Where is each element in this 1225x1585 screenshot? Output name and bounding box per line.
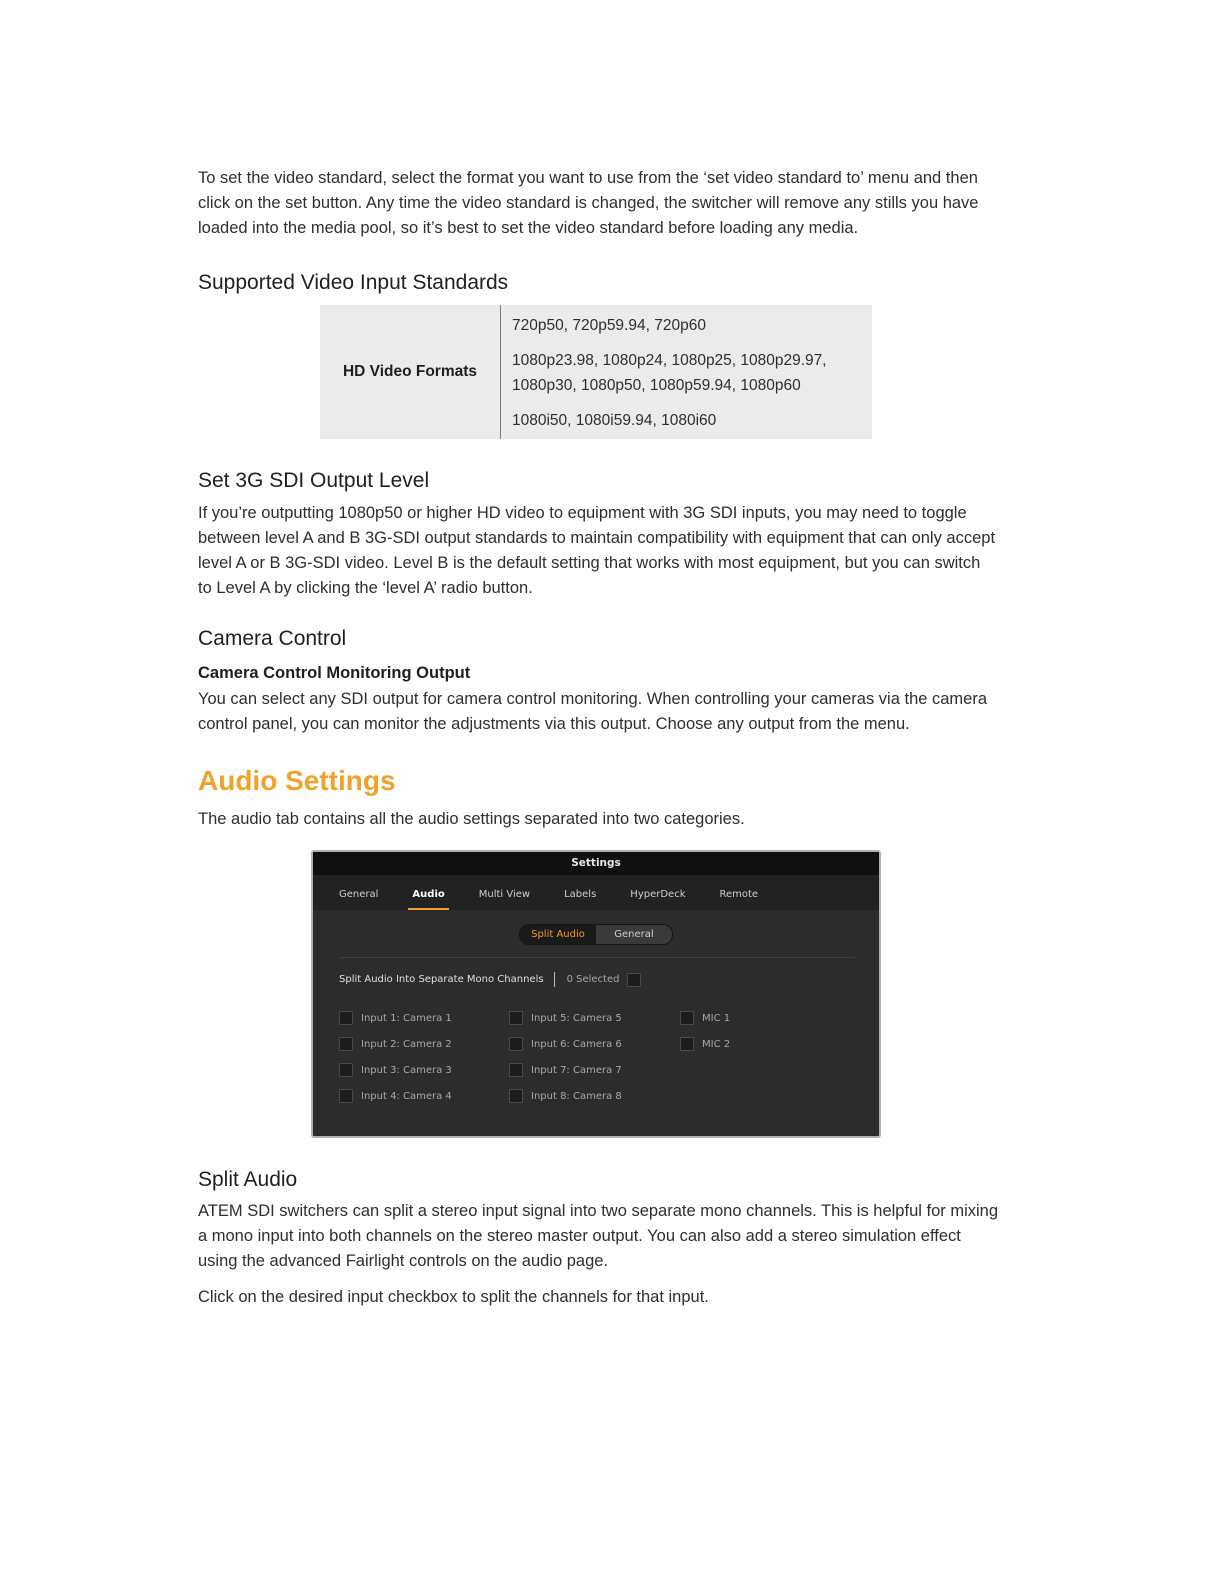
- tab-remote[interactable]: Remote: [719, 889, 759, 900]
- checkbox-item[interactable]: [680, 1031, 730, 1057]
- checkbox[interactable]: [339, 1011, 353, 1025]
- checkbox-label: MIC 1: [702, 1012, 731, 1024]
- standard-row-1080p: 1080p23.98, 1080p24, 1080p25, 1080p29.97, 1080p30, 1080p50, 1080p59.94, 1080p60: [512, 352, 827, 394]
- camera-control-heading: Camera Control: [198, 627, 347, 650]
- checkbox[interactable]: [509, 1037, 523, 1051]
- checkbox-label: Input 1: Camera 1: [361, 1012, 452, 1024]
- standards-row-header: HD Video Formats: [320, 305, 501, 439]
- checkbox-column-2: [509, 1005, 622, 1109]
- checkbox-column-1: [339, 1005, 452, 1109]
- supported-standards-heading: Supported Video Input Standards: [198, 271, 509, 294]
- intro-paragraph: To set the video standard, select the format you want to use from the ‘set video standard to’ menu and then click on the set button. Any time the video standard is changed, the switcher will remove any stills you have loaded into the media pool, so it’s best to set the video standard before loading any media.: [198, 169, 979, 237]
- select-all-checkbox[interactable]: [627, 973, 641, 987]
- standard-row-1080i: 1080i50, 1080i59.94, 1080i60: [512, 412, 717, 429]
- split-audio-row: [339, 972, 641, 987]
- checkbox[interactable]: [339, 1037, 353, 1051]
- settings-tab-bar: [313, 875, 879, 910]
- settings-window-screenshot: [311, 850, 881, 1138]
- checkbox-label: Input 2: Camera 2: [361, 1038, 452, 1050]
- audio-settings-heading: Audio Settings: [198, 765, 396, 796]
- separator-bar: [554, 972, 555, 987]
- checkbox-label: Input 4: Camera 4: [361, 1090, 452, 1102]
- checkbox-item[interactable]: [339, 1031, 452, 1057]
- audio-segment-control: [519, 924, 673, 945]
- panel-divider: [339, 957, 855, 958]
- camera-control-subheading: Camera Control Monitoring Output: [198, 664, 471, 682]
- sdi-level-heading: Set 3G SDI Output Level: [198, 469, 430, 492]
- checkbox[interactable]: [680, 1011, 694, 1025]
- split-audio-heading: Split Audio: [198, 1168, 298, 1191]
- standards-list: [501, 305, 872, 439]
- tab-hyperdeck[interactable]: HyperDeck: [630, 889, 686, 900]
- checkbox[interactable]: [509, 1089, 523, 1103]
- checkbox-item[interactable]: [339, 1057, 452, 1083]
- checkbox-label: Input 8: Camera 8: [531, 1090, 622, 1102]
- checkbox-item[interactable]: [339, 1083, 452, 1109]
- selected-count: 0 Selected: [566, 974, 620, 985]
- checkbox-item[interactable]: [680, 1005, 730, 1031]
- tab-labels[interactable]: Labels: [564, 889, 597, 900]
- camera-control-paragraph: You can select any SDI output for camera control monitoring. When controlling your cameras via the camera control panel, you can monitor the adjustments via this output. Choose any output from the menu.: [198, 690, 988, 733]
- checkbox-item[interactable]: [509, 1057, 622, 1083]
- split-audio-paragraph-2: Click on the desired input checkbox to split the channels for that input.: [198, 1288, 709, 1306]
- tab-general[interactable]: General: [339, 889, 379, 900]
- checkbox-label: Input 6: Camera 6: [531, 1038, 622, 1050]
- segment-general[interactable]: General: [614, 929, 654, 940]
- standards-table: [320, 305, 872, 439]
- checkbox-label: Input 3: Camera 3: [361, 1064, 452, 1076]
- audio-settings-paragraph: The audio tab contains all the audio settings separated into two categories.: [198, 810, 745, 828]
- checkbox-item[interactable]: [339, 1005, 452, 1031]
- checkbox[interactable]: [339, 1063, 353, 1077]
- tab-multi-view[interactable]: Multi View: [478, 889, 531, 900]
- split-audio-paragraph-1: ATEM SDI switchers can split a stereo input signal into two separate mono channels. This is helpful for mixing a mono input into both channels on the stereo master output. You can also add a stereo simulation effect using the advanced Fairlight controls on the audio page.: [198, 1202, 999, 1270]
- checkbox[interactable]: [339, 1089, 353, 1103]
- checkbox[interactable]: [509, 1063, 523, 1077]
- checkbox-column-3: [680, 1005, 730, 1057]
- checkbox-label: Input 7: Camera 7: [531, 1064, 622, 1076]
- split-audio-label: Split Audio Into Separate Mono Channels: [339, 974, 544, 985]
- checkbox[interactable]: [680, 1037, 694, 1051]
- checkbox-label: MIC 2: [702, 1038, 731, 1050]
- settings-window-title: Settings: [313, 852, 879, 875]
- segment-split-audio[interactable]: Split Audio: [520, 925, 596, 944]
- checkbox-item[interactable]: [509, 1005, 622, 1031]
- tab-audio[interactable]: Audio: [412, 875, 444, 910]
- page-content: [198, 166, 998, 1310]
- checkbox[interactable]: [509, 1011, 523, 1025]
- checkbox-label: Input 5: Camera 5: [531, 1012, 622, 1024]
- checkbox-item[interactable]: [509, 1031, 622, 1057]
- sdi-level-paragraph: If you’re outputting 1080p50 or higher HD video to equipment with 3G SDI inputs, you may need to toggle between level A and B 3G-SDI output standards to maintain compatibility with equipment that can only accept level A or B 3G-SDI video. Level B is the default setting that works with most equipment, but you can switch to Level A by clicking the ‘level A’ radio button.: [198, 504, 996, 597]
- standard-row-720p: 720p50, 720p59.94, 720p60: [512, 317, 706, 334]
- checkbox-item[interactable]: [509, 1083, 622, 1109]
